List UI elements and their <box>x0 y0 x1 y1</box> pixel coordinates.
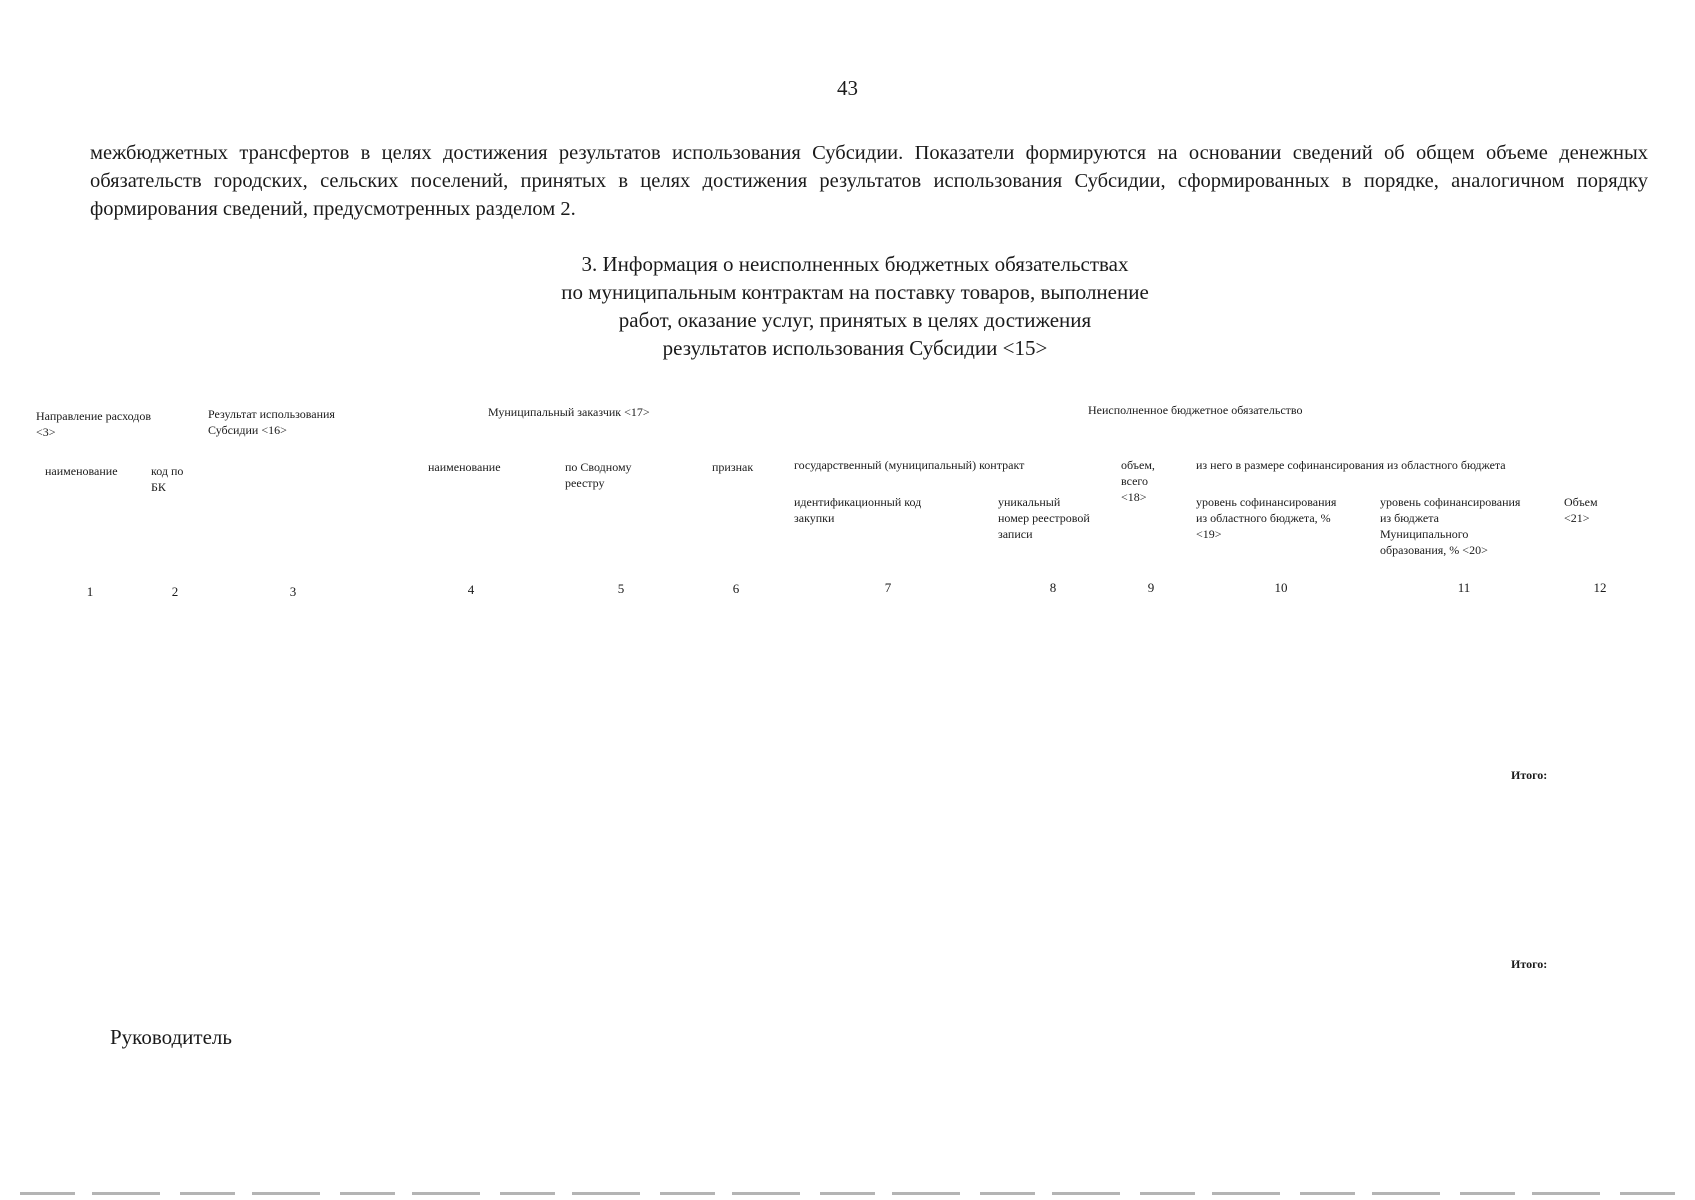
column-number: 2 <box>171 584 179 599</box>
header-direction-name: наименование <box>45 464 118 478</box>
section-title-line: результатов использования Субсидии <15> <box>662 336 1048 360</box>
signer-label: Руководитель <box>110 1025 232 1049</box>
column-number: 12 <box>1593 580 1607 595</box>
header-obligation: Неисполненное бюджетное обязательство <box>1088 403 1303 417</box>
scan-edge-line <box>20 1192 1675 1195</box>
section-title-line: 3. Информация о неисполненных бюджетных обязательствах <box>581 252 1129 276</box>
header-cofinancing: из него в размере софинансирования из областного бюджета <box>1196 458 1506 472</box>
column-number: 9 <box>1147 580 1155 595</box>
header-amount: Объем <21> <box>1564 495 1598 525</box>
column-number: 1 <box>86 584 94 599</box>
column-number: 4 <box>467 582 475 597</box>
header-direction: Направление расходов <3> <box>36 409 152 439</box>
column-number: 8 <box>1049 580 1057 595</box>
column-number: 6 <box>732 581 740 596</box>
column-number: 3 <box>289 584 297 599</box>
header-customer: Муниципальный заказчик <17> <box>488 405 650 419</box>
header-registry: по Сводному реестру <box>565 460 632 490</box>
column-number: 7 <box>884 580 892 595</box>
section-title <box>420 250 1290 362</box>
column-number: 10 <box>1274 580 1288 595</box>
page-number: 43 <box>837 76 858 100</box>
header-result: Результат использования Субсидии <16> <box>208 407 335 437</box>
header-bk-code: код по БК <box>151 464 184 494</box>
header-contract: государственный (муниципальный) контракт <box>794 458 1025 472</box>
header-procurement-id: идентификационный код закупки <box>794 495 922 525</box>
header-customer-name: наименование <box>428 460 501 474</box>
section-title-line: работ, оказание услуг, принятых в целях достижения <box>618 308 1092 332</box>
section-title-line: по муниципальным контрактам на поставку товаров, выполнение <box>561 280 1149 304</box>
column-number: 11 <box>1457 580 1471 595</box>
header-registry-number: уникальный номер реестровой записи <box>998 495 1090 541</box>
header-regional-level: уровень софинансирования из областного бюджета, % <19> <box>1196 495 1337 541</box>
header-volume: объем, всего <18> <box>1121 458 1155 504</box>
total-label: Итого: <box>1511 768 1548 782</box>
total-label: Итого: <box>1511 957 1548 971</box>
column-number: 5 <box>617 581 625 596</box>
header-sign: признак <box>712 460 754 474</box>
intro-paragraph: межбюджетных трансфертов в целях достижения результатов использования Субсидии. Показатели формируются на основании сведений об общем объеме денежных обязательств городских, сельских поселений, принятых в целях достижения результатов использования Субсидии, сформированных в порядке, аналогичном порядку формирования сведений, предусмотренных разделом 2. <box>90 142 1648 220</box>
header-municipal-level: уровень софинансирования из бюджета Муниципального образования, % <20> <box>1380 495 1521 557</box>
